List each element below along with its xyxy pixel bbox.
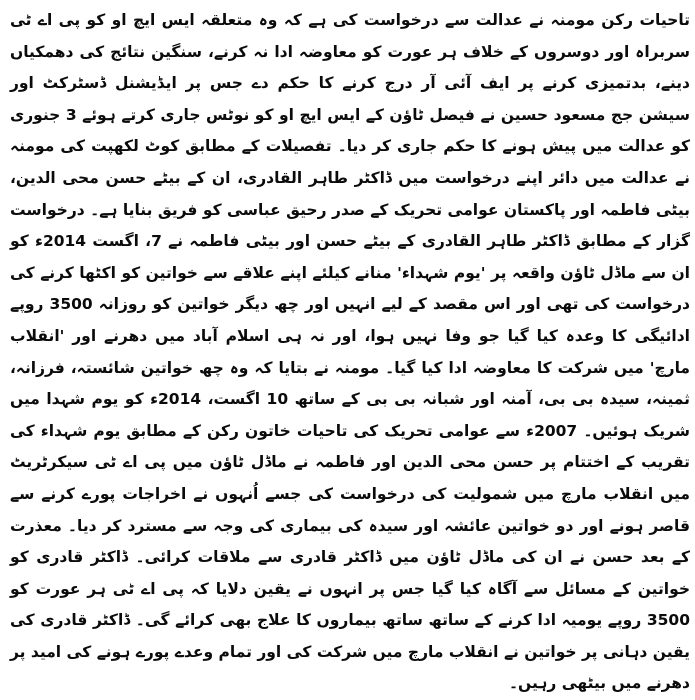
news-article xyxy=(10,0,690,700)
article-body: تاحیات رکن مومنہ نے عدالت سے درخواست کی ہے کہ وہ متعلقہ ایس ایچ او کو پی اے ٹی سربراہ اور دوسروں کے خلاف ہر عورت کو معاوضہ ادا نہ کرنے، سنگین نتائج کی دھمکیاں دینے، بدتمیزی کرنے پر ایف آئی آر درج کرنے کا حکم دے جس پر ایڈیشنل ڈسٹرکٹ اور سیشن جج مسعود حسین نے فیصل ٹاؤن کے ایس ایچ او کو نوٹس جاری کرتے ہوئے 3 جنوری کو عدالت میں پیش ہونے کا حکم جاری کر دیا۔ تفصیلات کے مطابق کوٹ لکھپت کی مومنہ نے عدالت میں دائر اپنے درخواست میں ڈاکٹر طاہر القادری، ان کے بیٹے حسن محی الدین، بیٹی فاطمہ اور پاکستان عوامی تحریک کے صدر رحیق عباسی کو فریق بنایا ہے۔ درخواست گزار کے مطابق ڈاکٹر طاہر القادری کے بیٹے حسن اور بیٹی فاطمہ نے 7، اگست 2014ء کو ان سے ماڈل ٹاؤن واقعہ پر 'یوم شہداء' منانے کیلئے اپنے علاقے سے خواتین کو اکٹھا کرنے کی درخواست کی تھی اور اس مقصد کے لیے انہیں اور چھ دیگر خواتین کو روزانہ 3500 روپے ادائیگی کا وعدہ کیا گیا جو وفا نہیں ہوا، اور نہ ہی اسلام آباد میں دھرنے اور 'انقلاب مارچ' میں شرکت کا معاوضہ ادا کیا گیا۔ مومنہ نے بتایا کہ وہ چھ خواتین شائستہ، فرزانہ، ثمینہ، سیدہ بی بی، آمنہ اور شبانہ بی بی کے ساتھ 10 اگست، 2014ء کو یوم شہدا میں شریک ہوئیں۔ 2007ء سے عوامی تحریک کی تاحیات خاتون رکن کے مطابق یوم شہداء کی تقریب کے اختتام پر حسن محی الدین اور فاطمہ نے ماڈل ٹاؤن میں پی اے ٹی سیکرٹریٹ میں انقلاب مارچ میں شمولیت کی درخواست کی جسے اُنہوں نے اخراجات پورے کرنے سے قاصر ہونے اور دو خواتین عائشہ اور سیدہ کی بیماری کی وجہ سے مسترد کر دیا۔ معذرت کے بعد حسن نے ان کی ماڈل ٹاؤن میں ڈاکٹر قادری سے ملاقات کرائی۔ ڈاکٹر قادری کو خواتین کے مسائل سے آگاہ کیا گیا جس پر انہوں نے یقین دلایا کہ پی اے ٹی ہر عورت کو 3500 روپے یومیہ ادا کرنے کے ساتھ ساتھ بیماروں کا علاج بھی کرائے گی۔ ڈاکٹر قادری کی یقین دہانی پر خواتین نے انقلاب مارچ میں شرکت کی اور تمام وعدے پورے ہونے کی امید پر دھرنے میں بیٹھی رہیں۔ xyxy=(10,11,690,693)
